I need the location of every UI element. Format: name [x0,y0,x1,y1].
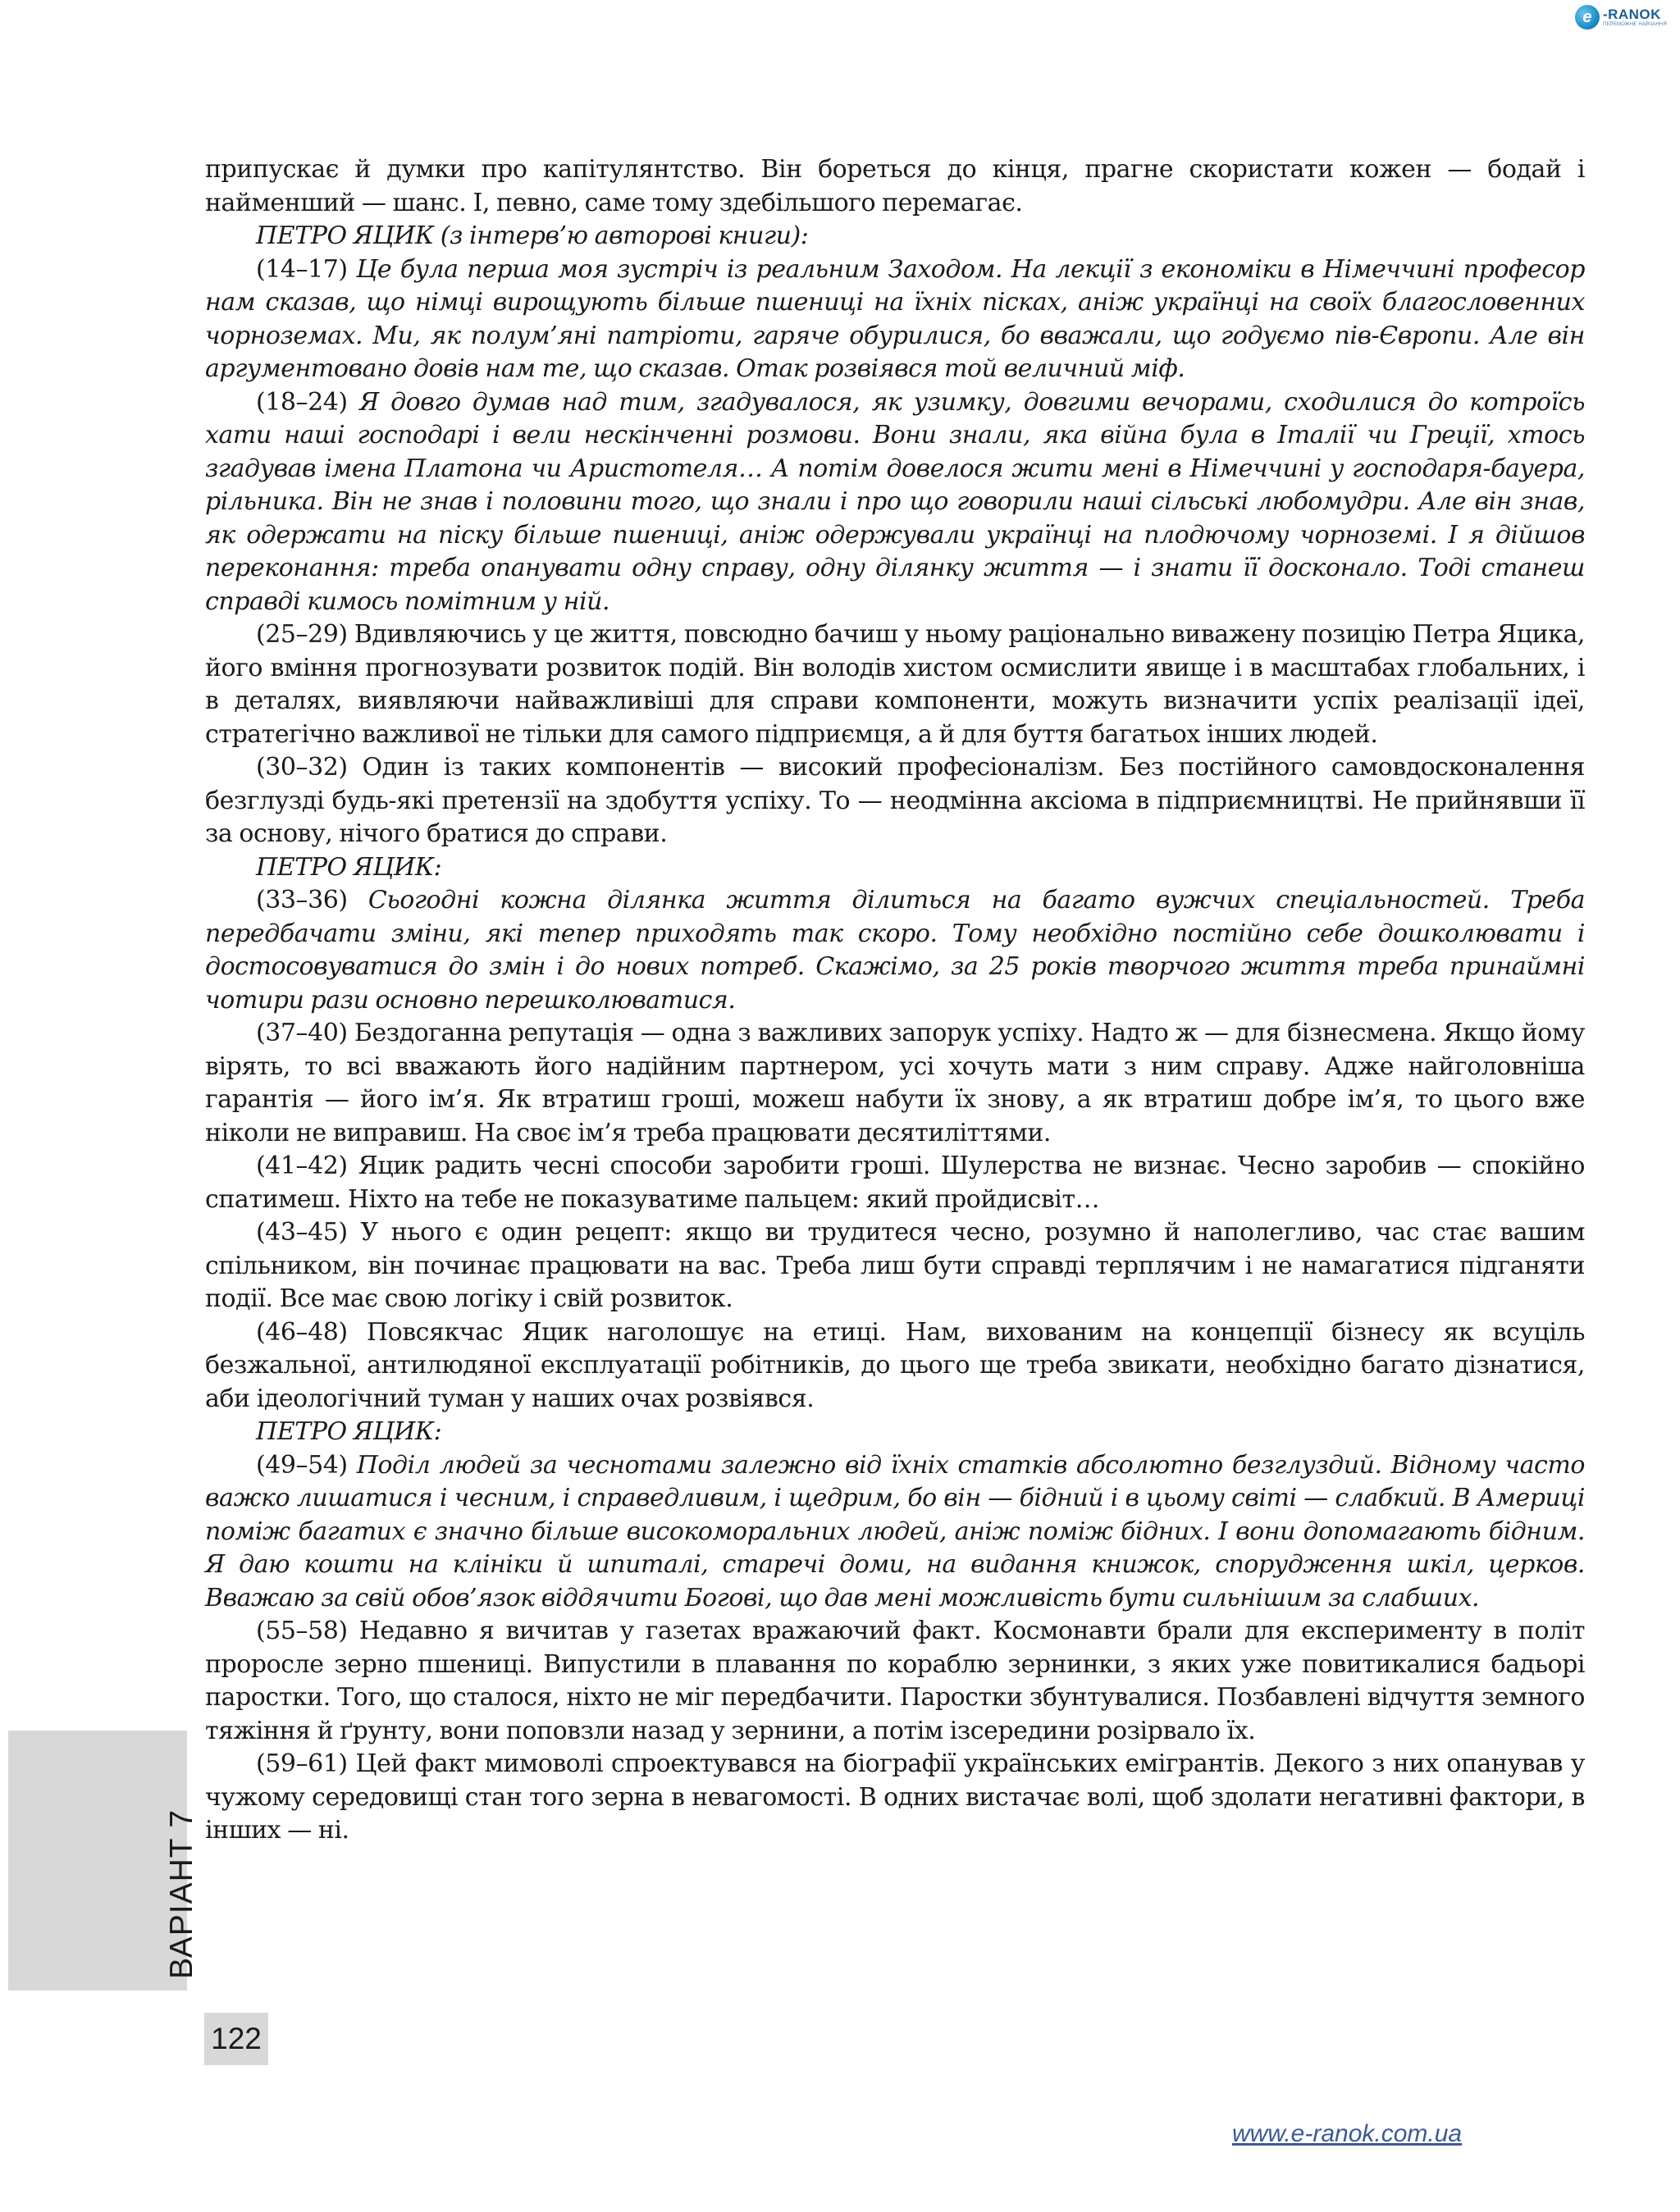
speaker-heading: ПЕТРО ЯЦИК: [256,1417,442,1446]
speaker-heading: ПЕТРО ЯЦИК (з інтерв’ю авторові книги): [256,221,809,250]
logo-mark-icon: e [1575,5,1600,30]
page-number: 122 [204,2013,268,2065]
paragraph-quote [205,253,1585,386]
quote-text: Це була перша моя зустріч із реальним Заходом. На лекції з економіки в Німеччині професор нам сказав, що німці вирощують більше пшениці на їхніх пісках, аніж українці на своїх благословенних чорноземах. Ми, як полум’яні патріоти, гаряче обурилися, бо вважали, що годуємо пів-Європи. Але він аргументовано довів нам те, що сказав. Отак розвіявся той величний міф. [205,254,1585,383]
page-body [205,153,1585,1848]
logo-title: -RANOK [1602,7,1661,22]
paragraph-continuation: припускає й думки про капітулянтство. Він бореться до кінця, прагне скористати кожен — бодай і найменший — шанс. І, певно, саме тому здебільшого перемагає. [205,155,1585,217]
quote-text: Поділ людей за чеснотами залежно від їхніх статків абсолютно безглуздий. Відному часто важко лишатися і чесним, і справедливим, і щедрим, бо він — бідний і в цьому світі — слабкий. В Америці поміж багатих є значно більше високоморальних людей, аніж поміж бідних. І вони допомагають бідним. Я даю кошти на клініки й шпиталі, старечі доми, на видання книжок, спорудження шкіл, церков. Вважаю за свій обов’язок віддячити Богові, що дав мені можливість бути сильнішим за слабших. [205,1450,1585,1612]
sentence-range: (18–24) [256,387,348,417]
paragraph: (43–45) У нього є один рецепт: якщо ви трудитеся чесно, розумно й наполегливо, час стає вашим спільником, він починає працювати на вас. Треба лиш бути справді терплячим і не намагатися підганяти події. Все має свою логіку і свій розвиток. [205,1218,1585,1313]
variant-sidebar [8,1731,187,1991]
paragraph-quote [205,884,1585,1017]
paragraph: (30–32) Один із таких компонентів — високий професіоналізм. Без постійного самовдосконалення безглузді будь-які претензії на здобуття успіху. То — неодмінна аксіома в підприємництві. Не прийнявши її за основу, нічого братися до справи. [205,753,1585,848]
quote-text: Я довго думав над тим, згадувалося, як узимку, довгими вечорами, сходилися до котроїсь хати наші господарі і вели нескінченні розмови. Вони знали, яка війна була в Італії чи Греції, хтось згадував імена Платона чи Аристотеля… А потім довелося жити мені в Німеччині у господаря-бауера, рільника. Він не знав і половини того, що знали і про що говорили наші сільські любомудри. Але він знав, як одержати на піску більше пшениці, аніж одержували українці на плодючому чорноземі. І я дійшов переконання: треба опанувати одну справу, одну ділянку життя — і знати її досконало. Тоді станеш справді кимось помітним у ній. [205,387,1585,616]
publisher-website-link[interactable]: www.e-ranok.com.ua [1232,2120,1463,2147]
paragraph: (37–40) Бездоганна репутація — одна з важливих запорук успіху. Надто ж — для бізнесмена. Якщо йому вірять, то всі вважають його надійним партнером, усі хочуть мати з ним справу. Адже найголовніша гарантія — його ім’я. Як втратиш гроші, можеш набути їх знову, а як втратиш добре ім’я, то цього вже ніколи не виправиш. На своє ім’я треба працювати десятиліттями. [205,1019,1585,1147]
paragraph: (59–61) Цей факт мимоволі спроектувався на біографії українських емігрантів. Декого з них опанував у чужому середовищі стан того зерна в невагомості. В одних вистачає волі, щоб здолати негативні фактори, в інших — ні. [205,1749,1585,1845]
sentence-range: (33–36) [256,886,348,914]
variant-label: ВАРІАНТ 7 [164,1808,199,1979]
paragraph: (55–58) Недавно я вичитав у газетах вражаючий факт. Космонавти брали для експерименту в політ проросле зерно пшениці. Випустили в плавання по кораблю зернинки, з яких уже повитикалися бадьорі паростки. Того, що сталося, ніхто не міг передбачити. Паростки збунтувалися. Позбавлені відчуття земного тяжіння й ґрунту, вони поповзли назад у зернини, а потім ізсередини розірвало їх. [205,1617,1585,1745]
paragraph: (25–29) Вдивляючись у це життя, повсюдно бачиш у ньому раціонально виважену позицію Петра Яцика, його вміння прогнозувати розвиток подій. Він володів хистом осмислити явище і в масштабах глобальних, і в деталях, виявляючи найважливіші для справи компоненти, можуть визначити успіх реалізації ідеї, стратегічно важливої не тільки для самого підприємця, а й для буття багатьох інших людей. [205,620,1585,749]
logo-text [1603,7,1667,27]
paragraph-quote [205,1449,1585,1616]
paragraph: (41–42) Яцик радить чесні способи заробити гроші. Шулерства не визнає. Чесно заробив — спокійно спатимеш. Ніхто на тебе не показуватиме пальцем: який пройдисвіт… [205,1152,1585,1214]
sentence-range: (14–17) [256,254,348,284]
quote-text: Сьогодні кожна ділянка життя ділиться на багато вужчих спеціальностей. Треба передбачати зміни, які тепер приходять так скоро. Тому необхідно постійно себе дошколювати і достосовуватися до змін і до нових потреб. Скажімо, за 25 років творчого життя треба принаймні чотири рази основно перешколюватися. [205,886,1586,1015]
sentence-range: (49–54) [256,1450,348,1480]
logo-tagline: ПЕРЕМОЖНЕ НАВЧАННЯ [1602,22,1667,27]
publisher-logo [1575,5,1667,30]
paragraph-quote [205,386,1585,619]
speaker-heading: ПЕТРО ЯЦИК: [256,852,442,882]
paragraph: (46–48) Повсякчас Яцик наголошує на етиці. Нам, вихованим на концепції бізнесу як всуціль безжальної, антилюдяної експлуатації робітників, до цього ще треба звикати, необхідно багато дізнатися, аби ідеологічний туман у наших очах розвіявся. [205,1317,1585,1413]
